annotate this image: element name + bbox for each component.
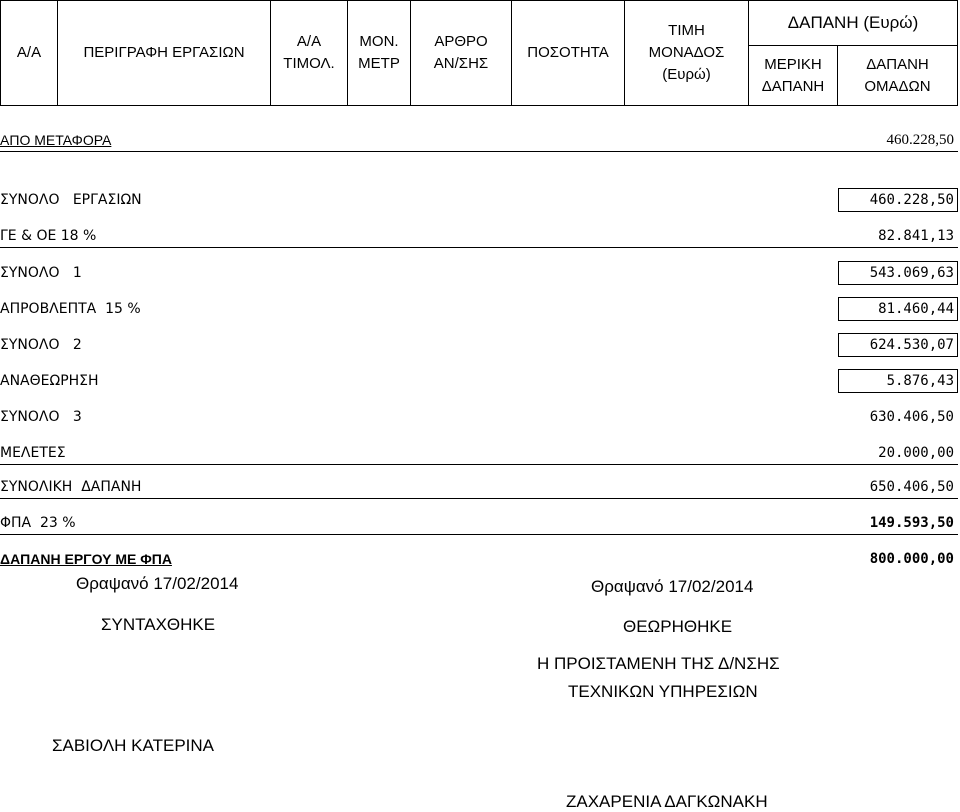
carry-forward-row [0, 128, 958, 152]
header-partial-expense: ΜΕΡΙΚΗ ΔΑΠΑΝΗ [749, 46, 838, 105]
summary-value: 543.069,63 [869, 265, 954, 281]
date-right: Θραψανό 17/02/2014 [591, 577, 754, 596]
department-head-title-2: ΤΕΧΝΙΚΩΝ ΥΠΗΡΕΣΙΩΝ [568, 682, 758, 701]
date-left: Θραψανό 17/02/2014 [76, 574, 239, 593]
summary-value: 624.530,07 [869, 337, 954, 353]
summary-label: ΔΑΠΑΝΗ ΕΡΓΟΥ ΜΕ ΦΠΑ [0, 551, 172, 567]
summary-value: 5.876,43 [886, 373, 954, 389]
summary-value: 82.841,13 [878, 228, 954, 244]
summary-label: ΣΥΝΟΛΟ 3 [0, 409, 82, 425]
summary-label: ΑΠΡΟΒΛΕΠΤΑ 15 % [0, 301, 141, 317]
carry-forward-underline [0, 151, 958, 152]
summary-row [0, 297, 958, 321]
header-aa-timol: Α/Α ΤΙΜΟΛ. [271, 1, 348, 105]
summary-row [0, 369, 958, 393]
summary-row [0, 475, 958, 499]
summary-value: 460.228,50 [869, 192, 954, 208]
summary-row [0, 333, 958, 357]
row-underline [0, 464, 958, 465]
row-underline [0, 247, 958, 248]
summary-value: 650.406,50 [869, 479, 954, 495]
summary-label: ΣΥΝΟΛΟ ΕΡΓΑΣΙΩΝ [0, 192, 142, 208]
summary-row [0, 511, 958, 535]
summary-label: ΑΝΑΘΕΩΡΗΣΗ [0, 373, 99, 389]
header-article: ΑΡΘΡΟ ΑΝ/ΣΗΣ [411, 1, 512, 105]
summary-row [0, 405, 958, 429]
summary-label: ΣΥΝΟΛΙΚΗ ΔΑΠΑΝΗ [0, 479, 142, 495]
header-quantity: ΠΟΣΟΤΗΤΑ [512, 1, 625, 105]
summary-value: 149.593,50 [869, 515, 954, 531]
carry-forward-label: ΑΠΟ ΜΕΤΑΦΟΡΑ [0, 132, 112, 148]
summary-label: ΣΥΝΟΛΟ 1 [0, 265, 82, 281]
department-head-name: ΖΑΧΑΡΕΝΙΑ ΔΑΓΚΩΝΑΚΗ [566, 792, 768, 811]
summary-label: ΜΕΛΕΤΕΣ [0, 445, 66, 461]
reviewed-label: ΘΕΩΡΗΘΗΚΕ [623, 617, 733, 636]
header-group-expense: ΔΑΠΑΝΗ ΟΜΑΔΩΝ [864, 55, 931, 95]
summary-label: ΦΠΑ 23 % [0, 515, 76, 531]
compiler-name: ΣΑΒΙΟΛΗ ΚΑΤΕΡΙΝΑ [52, 736, 214, 755]
summary-label: ΓΕ & ΟΕ 18 % [0, 228, 97, 244]
summary-row [0, 188, 958, 212]
header-unit-price: ΤΙΜΗ ΜΟΝΑΔΟΣ (Ευρώ) [625, 1, 749, 105]
summary-value: 630.406,50 [869, 409, 954, 425]
summary-label: ΣΥΝΟΛΟ 2 [0, 337, 82, 353]
summary-value: 800.000,00 [869, 551, 954, 567]
header-unit: ΜΟΝ. ΜΕΤΡ [348, 1, 411, 105]
summary-row [0, 441, 958, 465]
summary-value: 20.000,00 [878, 445, 954, 461]
header-description: ΠΕΡΙΓΡΑΦΗ ΕΡΓΑΣΙΩΝ [58, 1, 271, 105]
header-aa: Α/Α [1, 1, 58, 105]
summary-row [0, 224, 958, 248]
carry-forward-value: 460.228,50 [886, 131, 954, 148]
summary-row [0, 261, 958, 285]
department-head-title: Η ΠΡΟΙΣΤΑΜΕΝΗ ΤΗΣ Δ/ΝΣΗΣ [537, 654, 780, 673]
summary-value: 81.460,44 [878, 301, 954, 317]
header-expense: ΔΑΠΑΝΗ (Ευρώ) [749, 1, 957, 46]
row-underline [0, 534, 958, 535]
table-header [0, 0, 958, 106]
row-underline [0, 498, 958, 499]
total-with-vat-row [0, 547, 958, 571]
compiled-label: ΣΥΝΤΑΧΘΗΚΕ [101, 615, 216, 634]
